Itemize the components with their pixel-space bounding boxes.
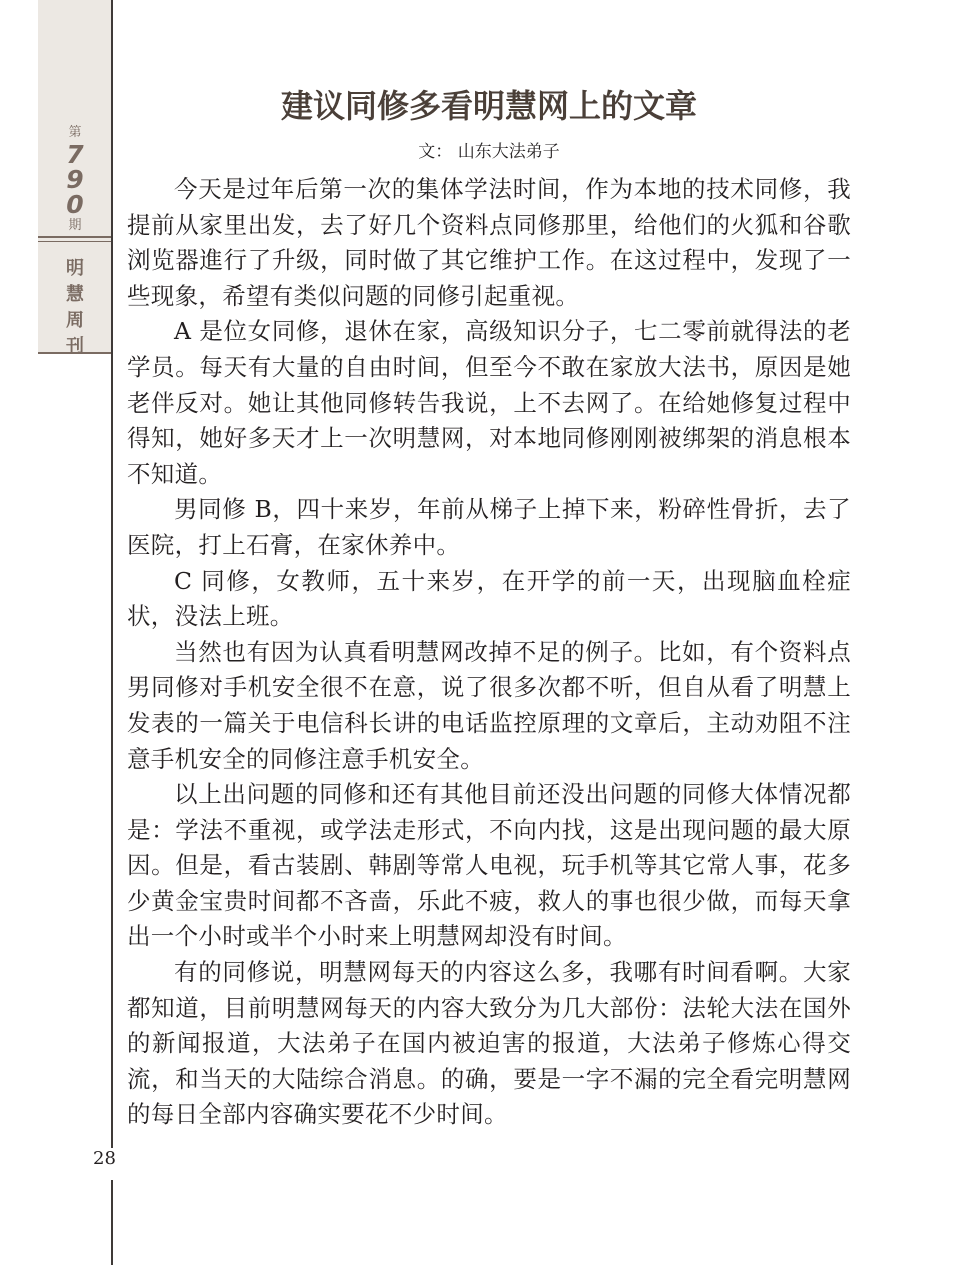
issue-suffix: 期 [68, 218, 82, 233]
paragraph: A 是位女同修，退休在家，高级知识分子，七二零前就得法的老学员。每天有大量的自由时间，但至今不敢在家放大法书，原因是她老伴反对。她让其他同修转告我说，上不去网了。在给她修复过程中得知，她好多天才上一次明慧网，对本地同修刚刚被绑架的消息根本不知道。 [127, 317, 851, 488]
paragraph: 当然也有因为认真看明慧网改掉不足的例子。比如，有个资料点男同修对手机安全很不在意，说了很多次都不听，但自从看了明慧上发表的一篇关于电信科长讲的电话监控原理的文章后，主动劝阻不注意手机安全的同修注意手机安全。 [127, 637, 851, 773]
magazine-name-char: 周 [66, 310, 84, 331]
paragraph: 以上出问题的同修和还有其他目前还没出问题的同修大体情况都是：学法不重视，或学法走形式，不向内找，这是出现问题的最大原因。但是，看古装剧、韩剧等常人电视，玩手机等其它常人事，花多少黄金宝贵时间都不吝啬，乐此不疲，救人的事也很少做，而每天拿出一个小时或半个小时来上明慧网却没有时间。 [127, 780, 851, 951]
issue-digit: 7 [66, 140, 84, 169]
page-number: 28 [93, 1148, 116, 1169]
issue-number [38, 124, 112, 235]
magazine-name-char: 刊 [66, 336, 84, 357]
magazine-name-char: 明 [66, 258, 84, 279]
paragraph: 今天是过年后第一次的集体学法时间，作为本地的技术同修，我提前从家里出发，去了好几个资料点同修那里，给他们的火狐和谷歌浏览器進行了升级，同时做了其它维护工作。在这过程中，发现了一些现象，希望有类似问题的同修引起重视。 [127, 175, 851, 310]
magazine-name-char: 慧 [66, 284, 84, 305]
sidebar-divider [38, 236, 112, 242]
paragraph: 有的同修说，明慧网每天的内容这么多，我哪有时间看啊。大家都知道，目前明慧网每天的内容大致分为几大部份：法轮大法在国外的新闻报道，大法弟子在国内被迫害的报道，大法弟子修炼心得交流，和当天的大陆综合消息。的确，要是一字不漏的完全看完明慧网的每日全部内容确实要花不少时间。 [127, 958, 851, 1129]
paragraph: 男同修 B，四十来岁，年前从梯子上掉下来，粉碎性骨折，去了医院，打上石膏，在家休养中。 [127, 495, 851, 559]
issue-prefix: 第 [68, 125, 82, 140]
article-author: 文： 山东大法弟子 [418, 142, 560, 162]
issue-digit: 0 [66, 190, 84, 219]
article-body [127, 172, 851, 1133]
margin-rule-bottom [111, 1180, 113, 1265]
article-title: 建议同修多看明慧网上的文章 [280, 87, 697, 125]
issue-digit: 9 [66, 165, 84, 194]
magazine-name [38, 256, 112, 360]
paragraph: C 同修，女教师，五十来岁，在开学的前一天，出现脑血栓症状，没法上班。 [127, 566, 851, 631]
